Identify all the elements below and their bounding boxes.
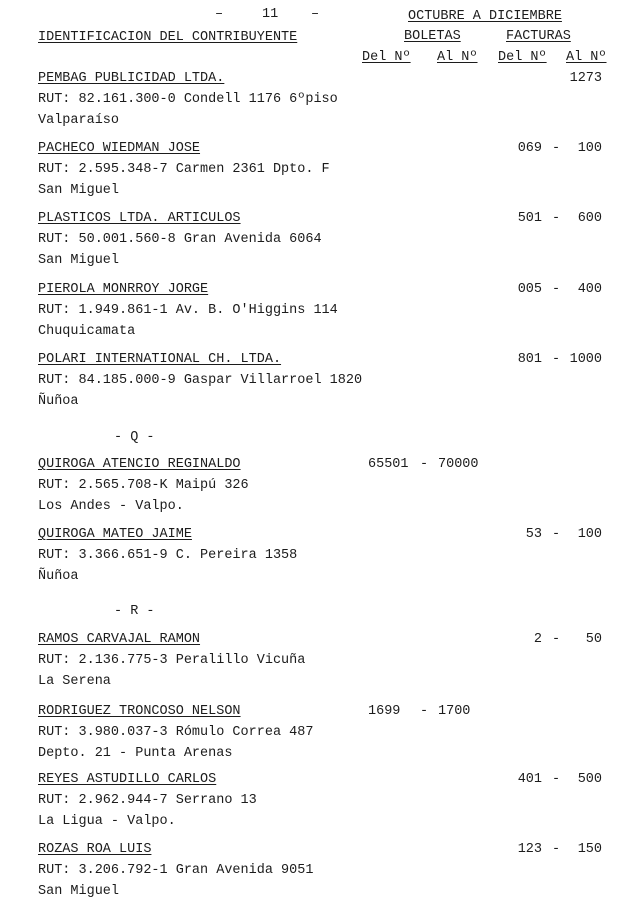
contributor-name: REYES ASTUDILLO CARLOS <box>38 772 217 787</box>
range-dash: - <box>552 282 561 297</box>
contributor-rut: RUT: 50.001.560-8 Gran Avenida 6064 <box>38 232 322 247</box>
facturas-al: 150 <box>577 842 602 857</box>
contributor-name: ROZAS ROA LUIS <box>38 842 152 857</box>
contributor-id-heading: IDENTIFICACION DEL CONTRIBUYENTE <box>38 30 298 45</box>
page-number-dash-left: – <box>215 7 224 22</box>
contributor-name: RODRIGUEZ TRONCOSO NELSON <box>38 704 241 719</box>
contributor-entry <box>0 630 630 700</box>
facturas-del: 801 <box>517 352 542 367</box>
contributor-address: Los Andes - Valpo. <box>38 499 184 514</box>
contributor-entry <box>0 455 630 525</box>
contributor-address: San Miguel <box>38 884 120 899</box>
contributor-address: Depto. 21 - Punta Arenas <box>38 746 233 761</box>
facturas-al: 100 <box>577 141 602 156</box>
boletas-del: 1699 <box>368 704 401 719</box>
range-dash: - <box>420 704 429 719</box>
facturas-del-heading: Del Nº <box>498 50 547 65</box>
contributor-address: La Ligua - Valpo. <box>38 814 176 829</box>
contributor-address: La Serena <box>38 674 111 689</box>
facturas-del: 069 <box>517 141 542 156</box>
contributor-entry <box>0 840 630 910</box>
section-r-marker: - R - <box>114 604 155 619</box>
boletas-al: 70000 <box>438 457 479 472</box>
contributor-entry <box>0 350 630 420</box>
range-dash: - <box>552 352 561 367</box>
contributor-name: POLARI INTERNATIONAL CH. LTDA. <box>38 352 282 367</box>
boletas-al-heading: Al Nº <box>437 50 478 65</box>
range-dash: - <box>552 842 561 857</box>
period-heading: OCTUBRE A DICIEMBRE <box>408 9 562 24</box>
range-dash: - <box>552 772 561 787</box>
contributor-name: PEMBAG PUBLICIDAD LTDA. <box>38 71 225 86</box>
contributor-rut: RUT: 84.185.000-9 Gaspar Villarroel 1820 <box>38 373 363 388</box>
facturas-al: 50 <box>585 632 602 647</box>
contributor-name: PLASTICOS LTDA. ARTICULOS <box>38 211 241 226</box>
facturas-del: 2 <box>533 632 542 647</box>
facturas-del: 401 <box>517 772 542 787</box>
section-q-marker: - Q - <box>114 430 155 445</box>
contributor-entry <box>0 139 630 209</box>
contributor-entry <box>0 770 630 840</box>
contributor-rut: RUT: 2.595.348-7 Carmen 2361 Dpto. F <box>38 162 330 177</box>
contributor-name: QUIROGA ATENCIO REGINALDO <box>38 457 241 472</box>
contributor-entry <box>0 702 630 772</box>
facturas-del: 005 <box>517 282 542 297</box>
contributor-entry <box>0 525 630 595</box>
facturas-al: 1273 <box>569 71 602 86</box>
contributor-entry <box>0 69 630 139</box>
contributor-address: Ñuñoa <box>38 394 79 409</box>
facturas-del: 53 <box>525 527 542 542</box>
facturas-al: 400 <box>577 282 602 297</box>
contributor-name: RAMOS CARVAJAL RAMON <box>38 632 201 647</box>
contributor-rut: RUT: 3.366.651-9 C. Pereira 1358 <box>38 548 298 563</box>
contributor-rut: RUT: 1.949.861-1 Av. B. O'Higgins 114 <box>38 303 338 318</box>
facturas-al: 100 <box>577 527 602 542</box>
contributor-name: QUIROGA MATEO JAIME <box>38 527 192 542</box>
boletas-del-heading: Del Nº <box>362 50 411 65</box>
contributor-rut: RUT: 2.136.775-3 Peralillo Vicuña <box>38 653 306 668</box>
facturas-al: 1000 <box>569 352 602 367</box>
range-dash: - <box>420 457 429 472</box>
range-dash: - <box>552 141 561 156</box>
facturas-del: 123 <box>517 842 542 857</box>
boletas-del: 65501 <box>368 457 409 472</box>
boletas-heading: BOLETAS <box>404 29 461 44</box>
contributor-entry <box>0 280 630 350</box>
contributor-rut: RUT: 3.206.792-1 Gran Avenida 9051 <box>38 863 314 878</box>
boletas-al: 1700 <box>438 704 471 719</box>
facturas-al: 500 <box>577 772 602 787</box>
contributor-rut: RUT: 2.962.944-7 Serrano 13 <box>38 793 257 808</box>
page-number: 11 <box>262 7 279 22</box>
contributor-address: Ñuñoa <box>38 569 79 584</box>
range-dash: - <box>552 527 561 542</box>
facturas-al-heading: Al Nº <box>566 50 607 65</box>
contributor-rut: RUT: 82.161.300-0 Condell 1176 6ºpiso <box>38 92 338 107</box>
range-dash: - <box>552 211 561 226</box>
contributor-address: San Miguel <box>38 253 120 268</box>
contributor-address: Valparaíso <box>38 113 120 128</box>
facturas-al: 600 <box>577 211 602 226</box>
contributor-address: Chuquicamata <box>38 324 136 339</box>
contributor-entry <box>0 209 630 279</box>
contributor-name: PACHECO WIEDMAN JOSE <box>38 141 201 156</box>
page-number-dash-right: – <box>311 7 320 22</box>
contributor-rut: RUT: 3.980.037-3 Rómulo Correa 487 <box>38 725 314 740</box>
facturas-del: 501 <box>517 211 542 226</box>
facturas-heading: FACTURAS <box>506 29 571 44</box>
contributor-address: San Miguel <box>38 183 120 198</box>
contributor-name: PIEROLA MONRROY JORGE <box>38 282 209 297</box>
contributor-rut: RUT: 2.565.708-K Maipú 326 <box>38 478 249 493</box>
range-dash: - <box>552 632 561 647</box>
